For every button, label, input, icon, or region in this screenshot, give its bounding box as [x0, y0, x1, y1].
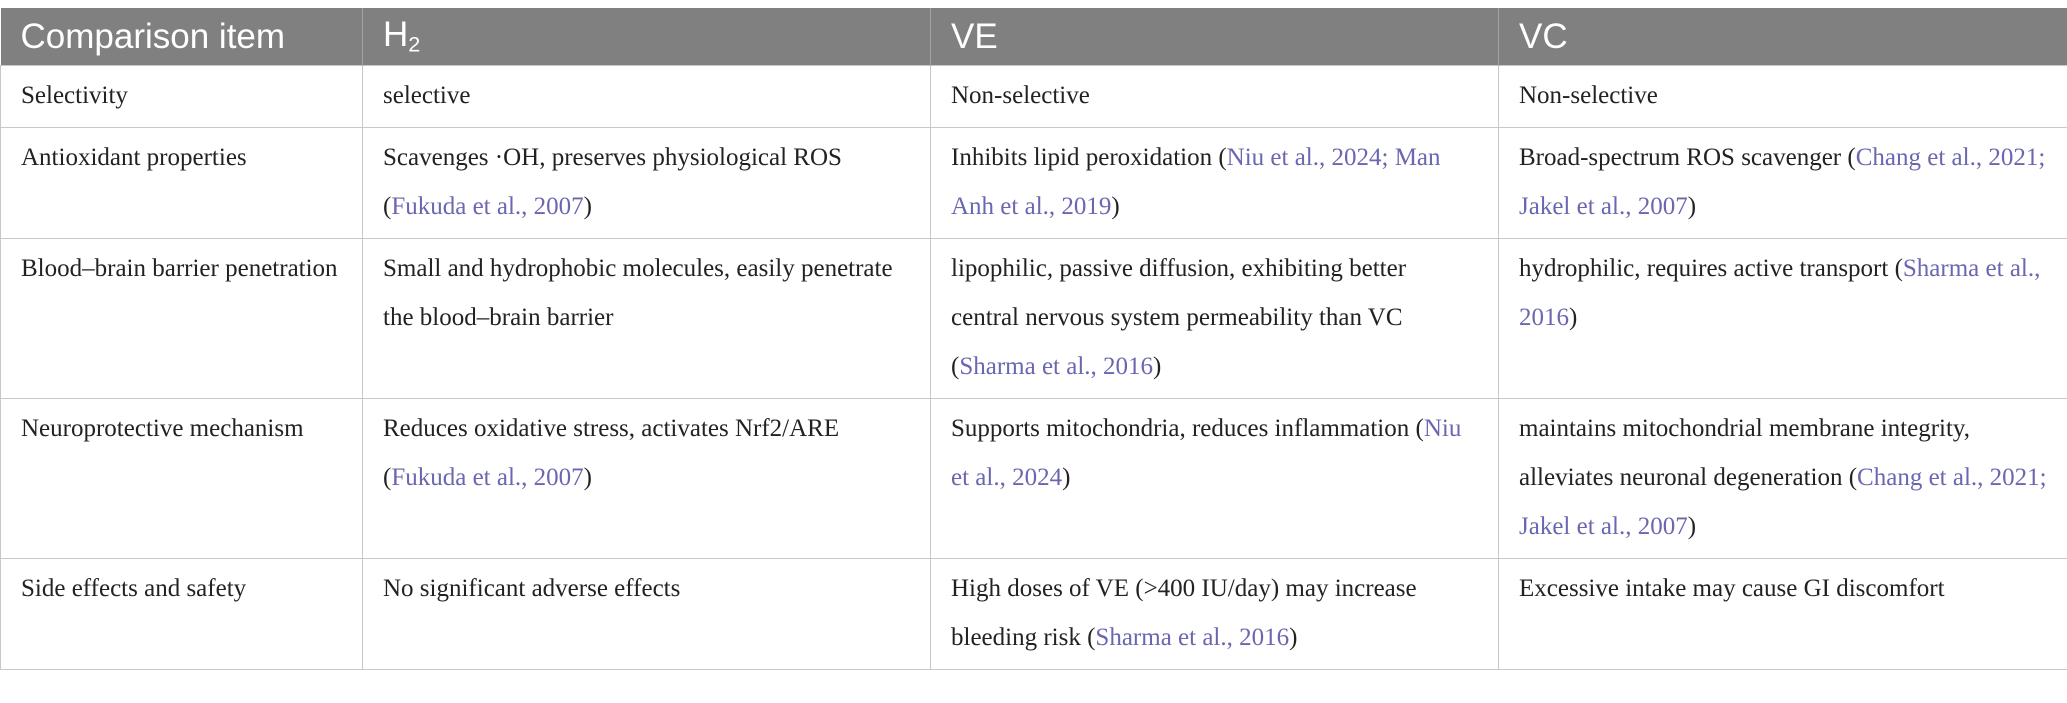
row-item-label: Antioxidant properties — [1, 128, 363, 239]
cell-text: Small and hydrophobic molecules, easily penetrate the blood–brain barrier — [383, 255, 893, 331]
cell-text-tail: ) — [1153, 353, 1162, 380]
cell-text: Non-selective — [951, 82, 1090, 109]
ve-cell — [931, 559, 1499, 670]
header-comparison-item: Comparison item — [1, 8, 363, 66]
vc-cell — [1499, 128, 2067, 239]
comparison-table — [0, 8, 2067, 670]
h2-cell — [363, 128, 931, 239]
cell-text: Broad-spectrum ROS scavenger ( — [1519, 144, 1856, 171]
cell-text: Non-selective — [1519, 82, 1658, 109]
header-h2 — [363, 8, 931, 66]
vc-cell — [1499, 559, 2067, 670]
row-item-label: Blood–brain barrier penetration — [1, 239, 363, 399]
citation-link[interactable]: Fukuda et al., 2007 — [391, 464, 584, 491]
cell-text: maintains mitochondrial membrane integrity, alleviates neuronal degeneration ( — [1519, 415, 1971, 491]
header-h2-base: H — [383, 15, 409, 55]
table-body — [1, 66, 2067, 670]
cell-text-tail: ) — [1687, 193, 1697, 220]
row-item-label: Neuroprotective mechanism — [1, 399, 363, 559]
vc-cell — [1499, 66, 2067, 128]
header-h2-subscript: 2 — [408, 31, 421, 57]
citation-link[interactable]: Sharma et al., 2016 — [959, 353, 1154, 380]
cell-text-tail: ) — [1687, 513, 1697, 540]
table-row — [1, 128, 2067, 239]
h2-cell — [363, 66, 931, 128]
cell-text-tail: ) — [1289, 624, 1298, 651]
cell-text: High doses of VE (>400 IU/day) may increase bleeding risk ( — [951, 575, 1417, 651]
cell-text: Excessive intake may cause GI discomfort — [1519, 575, 1945, 602]
cell-text-tail: ) — [1062, 464, 1071, 491]
header-row — [1, 8, 2067, 66]
citation-link[interactable]: Sharma et al., 2016 — [1519, 255, 2041, 331]
h2-cell — [363, 559, 931, 670]
cell-text: Inhibits lipid peroxidation ( — [951, 144, 1227, 171]
cell-text-tail: ) — [1569, 304, 1578, 331]
table-row — [1, 239, 2067, 399]
ve-cell — [931, 128, 1499, 239]
citation-link[interactable]: Chang et al., 2021; Jakel et al., 2007 — [1519, 464, 2047, 540]
ve-cell — [931, 66, 1499, 128]
cell-text: selective — [383, 82, 471, 109]
row-item-label: Selectivity — [1, 66, 363, 128]
ve-cell — [931, 239, 1499, 399]
cell-text-tail: ) — [583, 464, 592, 491]
cell-text: hydrophilic, requires active transport ( — [1519, 255, 1903, 282]
ve-cell — [931, 399, 1499, 559]
cell-text: Reduces oxidative stress, activates Nrf2/ARE ( — [383, 415, 840, 491]
row-item-label: Side effects and safety — [1, 559, 363, 670]
table-row — [1, 559, 2067, 670]
cell-text: Supports mitochondria, reduces inflammation ( — [951, 415, 1424, 442]
cell-text-tail: ) — [1111, 193, 1120, 220]
citation-link[interactable]: Niu et al., 2024 — [951, 415, 1462, 491]
header-ve: VE — [931, 8, 1499, 66]
cell-text: lipophilic, passive diffusion, exhibiting better central nervous system permeability than VC ( — [951, 255, 1407, 380]
citation-link[interactable]: Chang et al., 2021; Jakel et al., 2007 — [1519, 144, 2046, 220]
comparison-table-container — [0, 8, 2067, 670]
citation-link[interactable]: Fukuda et al., 2007 — [391, 193, 584, 220]
citation-link[interactable]: Sharma et al., 2016 — [1095, 624, 1290, 651]
h2-cell — [363, 239, 931, 399]
vc-cell — [1499, 239, 2067, 399]
cell-text-tail: ) — [583, 193, 592, 220]
citation-link[interactable]: Niu et al., 2024; Man Anh et al., 2019 — [951, 144, 1441, 220]
cell-text: No significant adverse effects — [383, 575, 681, 602]
table-row — [1, 66, 2067, 128]
cell-text: Scavenges ·OH, preserves physiological ROS ( — [383, 144, 842, 220]
table-row — [1, 399, 2067, 559]
h2-cell — [363, 399, 931, 559]
vc-cell — [1499, 399, 2067, 559]
header-vc: VC — [1499, 8, 2067, 66]
table-header — [1, 8, 2067, 66]
